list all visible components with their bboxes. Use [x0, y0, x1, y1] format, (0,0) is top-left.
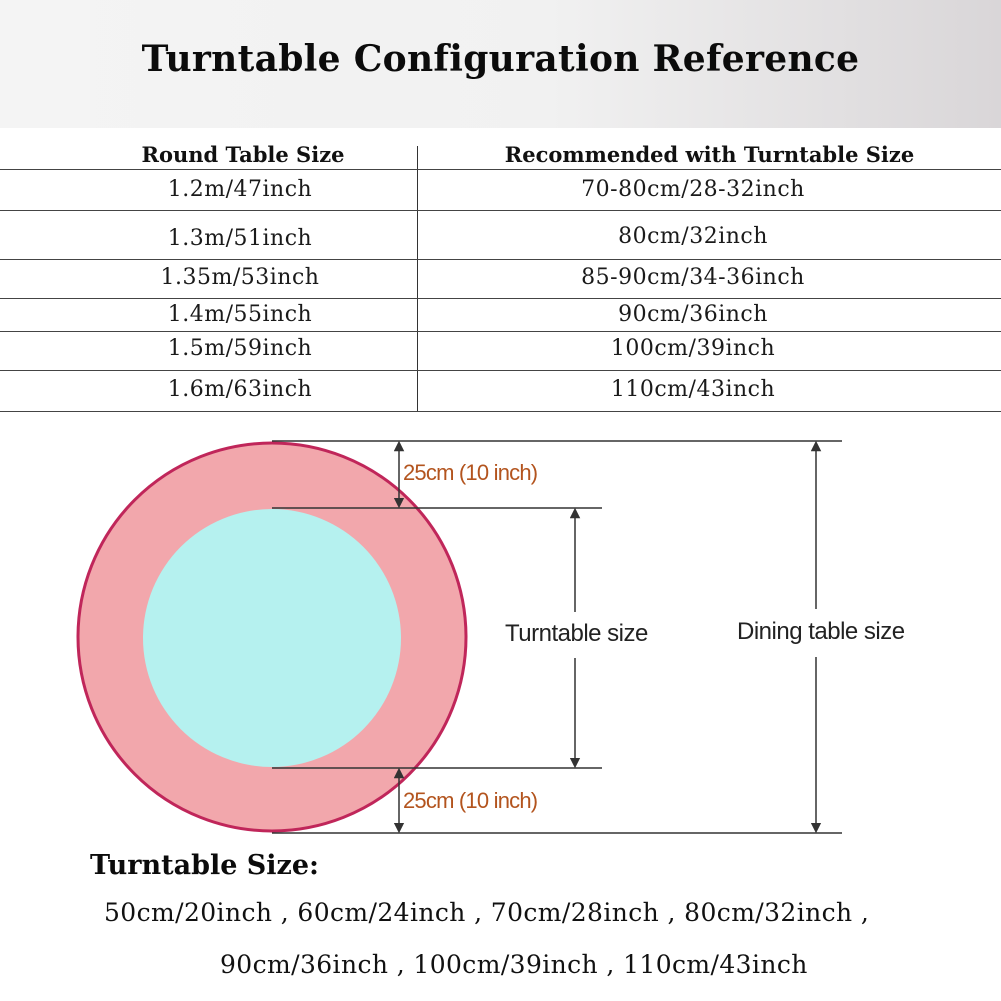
bottom-margin-label: 25cm (10 inch) [403, 788, 538, 813]
turntable-sizes-line-1: 50cm/20inch , 60cm/24inch , 70cm/28inch , 80cm/32inch , [104, 898, 870, 927]
table-divider [0, 331, 1001, 332]
table-divider [0, 259, 1001, 260]
turntable-sizes-title: Turntable Size: [90, 850, 320, 881]
table-cell: 1.3m/51inch [167, 226, 313, 251]
table-cell: 100cm/39inch [610, 336, 776, 361]
table-cell: 1.4m/55inch [167, 302, 313, 327]
table-divider [0, 411, 1001, 412]
table-divider [0, 169, 1001, 170]
header-banner [0, 0, 1001, 128]
table-cell: 1.6m/63inch [167, 377, 313, 402]
turntable-size-label: Turntable size [505, 620, 648, 647]
header-recommended-turntable-size: Recommended with Turntable Size [504, 142, 915, 167]
table-divider [0, 210, 1001, 211]
table-cell: 1.35m/53inch [160, 265, 320, 290]
header-round-table-size: Round Table Size [141, 142, 345, 167]
table-cell: 1.5m/59inch [167, 336, 313, 361]
table-cell: 85-90cm/34-36inch [581, 265, 805, 290]
top-margin-label: 25cm (10 inch) [403, 460, 538, 485]
page-title: Turntable Configuration Reference [141, 38, 860, 80]
turntable-circle [143, 509, 401, 767]
table-cell: 80cm/32inch [618, 224, 768, 249]
table-cell: 90cm/36inch [618, 302, 768, 327]
table-cell: 110cm/43inch [610, 377, 776, 402]
table-cell: 1.2m/47inch [167, 177, 313, 202]
table-divider [0, 370, 1001, 371]
turntable-sizes-line-2: 90cm/36inch , 100cm/39inch , 110cm/43inch [220, 950, 808, 979]
table-cell: 70-80cm/28-32inch [581, 177, 805, 202]
dining-table-size-label: Dining table size [737, 618, 905, 645]
table-divider [0, 298, 1001, 299]
